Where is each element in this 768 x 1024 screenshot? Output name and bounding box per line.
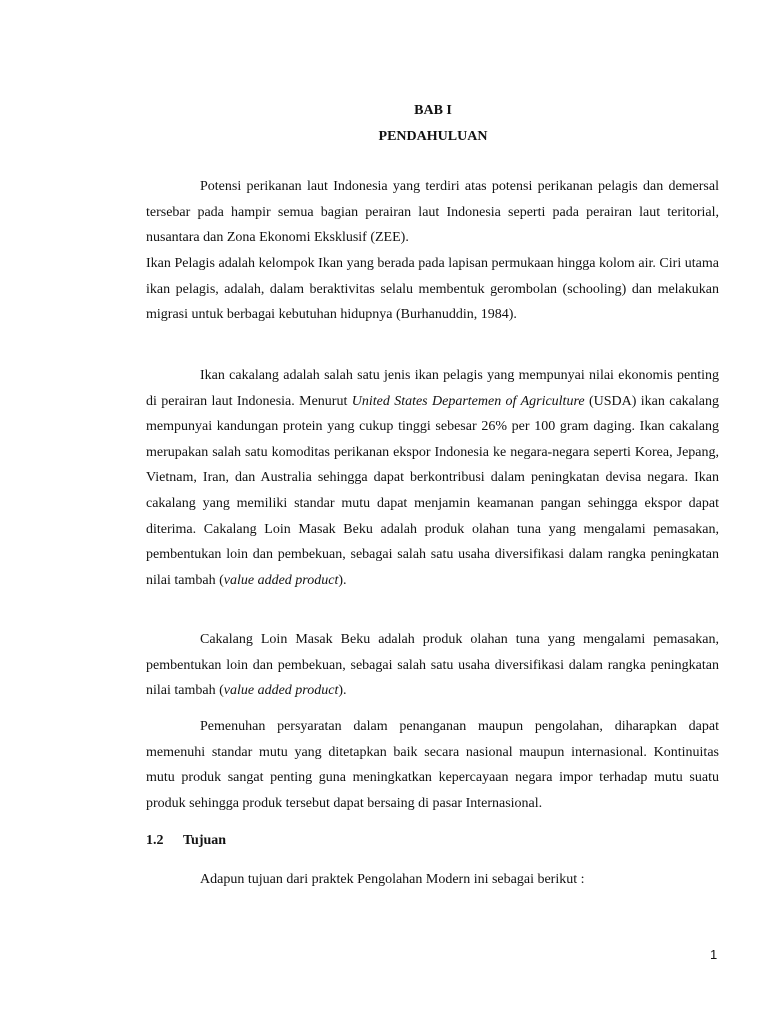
paragraph-cakalang-text-3: ).: [338, 572, 347, 588]
paragraph-loin: [146, 627, 719, 704]
section-heading: [146, 831, 226, 851]
usda-name: United States Departemen of Agriculture: [351, 393, 585, 409]
chapter-title: PENDAHULUAN: [378, 129, 488, 144]
paragraph-cakalang-text-2: (USDA) ikan cakalang mempunyai kandungan protein yang cukup tinggi sebesar 26% per 100 gram daging. Ikan cakalang merupakan salah satu komoditas perikanan ekspor Indonesia ke negara-negara seperti Korea, Jepang, Vietnam, Iran, dan Australia sehingga dapat berkontribusi dalam peningkatan devisa negara. Ikan cakalang yang memiliki standar mutu dapat menjamin keamanan pangan sehingga ekspor dapat diterima. Cakalang Loin Masak Beku adalah produk olahan tuna yang mengalami pemasakan, pembentukan loin dan pembekuan, sebagai salah satu usaha diversifikasi dalam rangka peningkatan nilai tambah (: [146, 393, 719, 588]
paragraph-loin-text-2: ).: [338, 683, 347, 699]
paragraph-pelagis: Ikan Pelagis adalah kelompok Ikan yang berada pada lapisan permukaan hingga kolom air. Ciri utama ikan pelagis, adalah, dalam beraktivitas selalu membentuk gerombolan (schooling) dan melakukan migrasi untuk berbagai kebutuhan hidupnya (Burhanuddin, 1984).: [146, 256, 719, 323]
value-added-term-2: value added product: [223, 683, 339, 699]
section-title-text: Tujuan: [183, 833, 227, 848]
section-number: 1.2: [146, 833, 164, 848]
value-added-term: value added product: [223, 572, 339, 588]
section-intro: Adapun tujuan dari praktek Pengolahan Modern ini sebagai berikut :: [200, 872, 585, 887]
paragraph-pemenuhan: Pemenuhan persyaratan dalam penanganan maupun pengolahan, diharapkan dapat memenuhi standar mutu yang ditetapkan baik secara nasional maupun internasional. Kontinuitas mutu produk sangat penting guna meningkatkan kepercayaan negara impor terhadap mutu suatu produk sehingga produk tersebut dapat bersaing di pasar Internasional.: [146, 719, 719, 811]
paragraph-potensi: Potensi perikanan laut Indonesia yang terdiri atas potensi perikanan pelagis dan demersal tersebar pada hampir semua bagian perairan laut Indonesia seperti pada perairan laut teritorial, nusantara dan Zona Ekonomi Eksklusif (ZEE).: [146, 179, 719, 246]
page-number: 1: [710, 947, 718, 962]
paragraph-cakalang: [146, 363, 719, 593]
chapter-label: BAB I: [414, 103, 452, 118]
paragraph-loin-text-1: Cakalang Loin Masak Beku adalah produk olahan tuna yang mengalami pemasakan, pembentukan loin dan pembekuan, sebagai salah satu usaha diversifikasi dalam rangka peningkatan nilai tambah (: [146, 632, 719, 699]
paragraph-cakalang-text-1: Ikan cakalang adalah salah satu jenis ikan pelagis yang mempunyai nilai ekonomis penting di perairan laut Indonesia. Menurut: [146, 368, 719, 409]
